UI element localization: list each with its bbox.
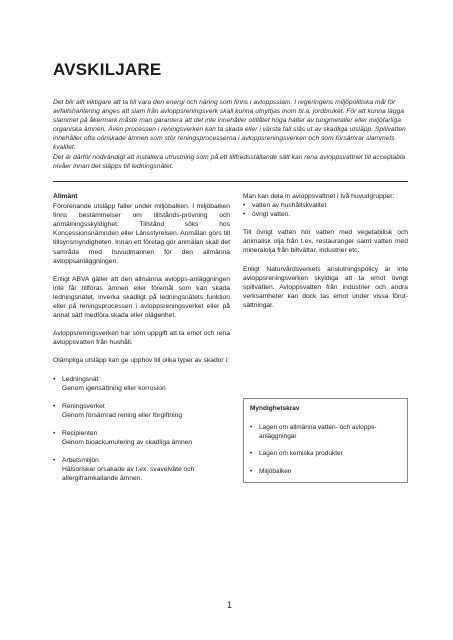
intro-paragraph: Det är därför nödvändigt att installera utrustning som på ett tillfredsställande sätt kan rena avloppsvattnet till acceptabla nivåer innan det släpps till ledningsnätet.	[53, 153, 406, 170]
list-item-detail: Genom igensättning eller korrosion	[62, 384, 166, 392]
intro-text	[53, 98, 408, 171]
list-item: • Lagen om allmänna vatten- och avlopps-anläggningar	[250, 424, 401, 442]
body-paragraph: Enligt Naturvårdsverkets anslutningspolicy är inte avloppsreningsverken skyldiga att ta emot övrigt spillvatten. Avloppsvatten från industrier och andra verksamheter kan dock tas emot under vissa förut-sättningar.	[243, 265, 408, 309]
page-number: 1	[227, 600, 233, 610]
section-divider	[53, 181, 408, 182]
body-paragraph: Avloppsreningsverken har som uppgift att ta emot och rena avloppsvatten från hushåll.	[53, 330, 230, 347]
requirements-box	[243, 398, 408, 483]
list-item-title: • Reningsverket	[62, 402, 105, 410]
intro-paragraph: Det blir allt viktigare att ta till vara den energi och näring som finns i avloppsslam. I regeringens miljöpolitiska mål för avfallshantering anges att slam från avloppsreningsverk skall kunna utnyttjas inom bl.a. jordbruket. För att kunna lägga slammet på åkermark måste man garantera att det inte innehåller otillåtet höga halter av tungmetaller eller miljöfarliga organiska ämnen. Även processen i reningsverken kan ta skada eller i värsta fall slås ut av skadliga utsläpp. Spillvatten innehåller ofta oönskade ämnen som stör reningsprocesserna i avloppsreningsverken och som försämrar slammets kvalitet.	[53, 99, 406, 152]
list-item	[53, 375, 230, 393]
body-paragraph: Enligt ABVA gäller att den allmänna avlopps-anläggningen inte får tillföras ämnen eller föremål som kan skada ledningsnätet, inverka skadligt på ledningsnätets funktion eller på reningsprocessen i avloppsreningsverket eller på annat sätt medföra skada eller olägenhet.	[53, 275, 230, 320]
list-item-detail: Genom försämrad rening eller förgiftning	[62, 411, 183, 419]
list-item: • Lagen om kemiska produkter	[250, 450, 401, 459]
list-item-detail: Genom bioackumulering av skadliga ämnen	[62, 438, 193, 446]
right-column	[243, 192, 408, 319]
list-item-detail: Hälsorisker orsakade av t.ex. svavelväte och allergiframkallande ämnen.	[62, 466, 195, 483]
list-item-title: • Arbetsmiljön	[62, 457, 99, 465]
body-paragraph: Till övrigt vatten hör vatten med vegetabilisk och animalisk olja från t.ex. restauranger samt vatten med mineralolja från biltvättar, industrier etc.	[243, 229, 408, 255]
page-title: AVSKILJARE	[53, 60, 162, 79]
requirements-list	[250, 424, 401, 477]
list-item	[53, 429, 230, 447]
list-item: • vatten av hushållskvalitet	[243, 201, 408, 210]
left-column	[53, 192, 230, 492]
box-title: Myndighetskrav	[250, 405, 300, 412]
list-item	[53, 402, 230, 420]
section-heading: Allmänt	[53, 193, 78, 200]
list-item: • övrigt vatten.	[243, 210, 408, 219]
body-paragraph: Förorenande utsläpp faller under miljöbalken. I miljöbalken finns bestämmelser om tillstånds-prövning och anmälningsskyldighet. Tillstånd söks hos Koncessionsnämnden eller Länsstyrelsen. Anmälan görs till tillsynsmyndigheten. Innan ett företag gör anmälan skall det samråda med huvudmannen för den allmänna avloppsanläggningen.	[53, 203, 230, 265]
body-paragraph: Olämpliga utsläpp kan ge upphov till olika typer av skador i:	[53, 357, 229, 365]
damage-list	[53, 375, 230, 484]
list-item: • Miljöbalken	[250, 468, 401, 477]
body-paragraph: Man kan dela in avloppsvattnet i två huvudgrupper:	[243, 193, 395, 200]
list-item-title: • Ledningsnät	[62, 375, 99, 383]
list-item	[53, 456, 230, 483]
list-item-title: • Recipienten	[62, 429, 98, 437]
water-groups-list	[243, 201, 408, 219]
